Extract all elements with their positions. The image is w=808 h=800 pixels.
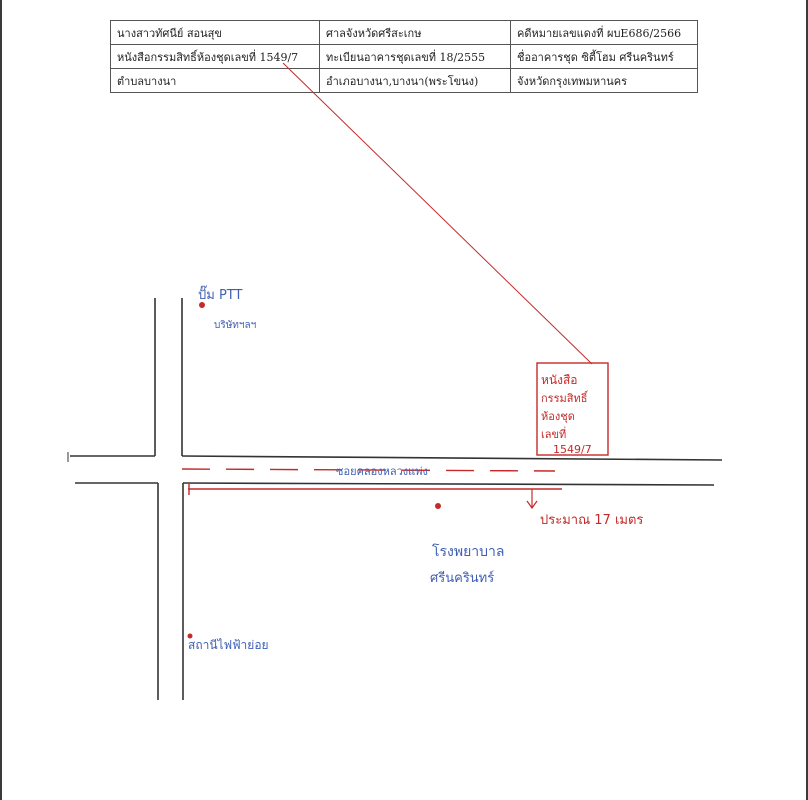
property-box-line: หนังสือ [541,373,578,387]
soi-label: ซอยคลองหลวงแพ่ง [336,465,428,478]
table-cell: นางสาวทัศนีย์ สอนสุข [111,21,320,45]
table-cell: ศาลจังหวัดศรีสะเกษ [320,21,511,45]
ptt-label: ปั๊ม PTT [198,288,243,303]
property-box-line: กรรมสิทธิ์ [541,392,588,405]
road-horizontal-top-right [182,456,722,460]
property-box-line: ห้องชุด [541,410,575,423]
leader-line [283,63,592,364]
table-cell: คดีหมายเลขแดงที่ ผบE686/2566 [511,21,698,45]
road-horizontal-bottom-right [183,483,714,485]
hospital-label: ศรีนครินทร์ [430,571,495,586]
ptt-sublabel: บริษัทฯลฯ [214,320,257,331]
hospital-label: โรงพยาบาล [432,544,505,560]
table-cell: จังหวัดกรุงเทพมหานคร [511,69,698,93]
table-cell: ตำบลบางนา [111,69,320,93]
table-cell: หนังสือกรรมสิทธิ์ห้องชุดเลขที่ 1549/7 [111,45,320,69]
table-cell: อำเภอบางนา,บางนา(พระโขนง) [320,69,511,93]
hospital-marker [435,503,441,509]
table-cell: ทะเบียนอาคารชุดเลขที่ 18/2555 [320,45,511,69]
table-cell: ชื่ออาคารชุด ซิตี้โฮม ศรีนครินทร์ [511,45,698,69]
substation-label: สถานีไฟฟ้าย่อย [188,638,269,652]
property-box-line: เลขที่ [541,428,567,441]
distance-label: ประมาณ 17 เมตร [540,513,644,528]
property-box-line: 1549/7 [553,443,592,456]
